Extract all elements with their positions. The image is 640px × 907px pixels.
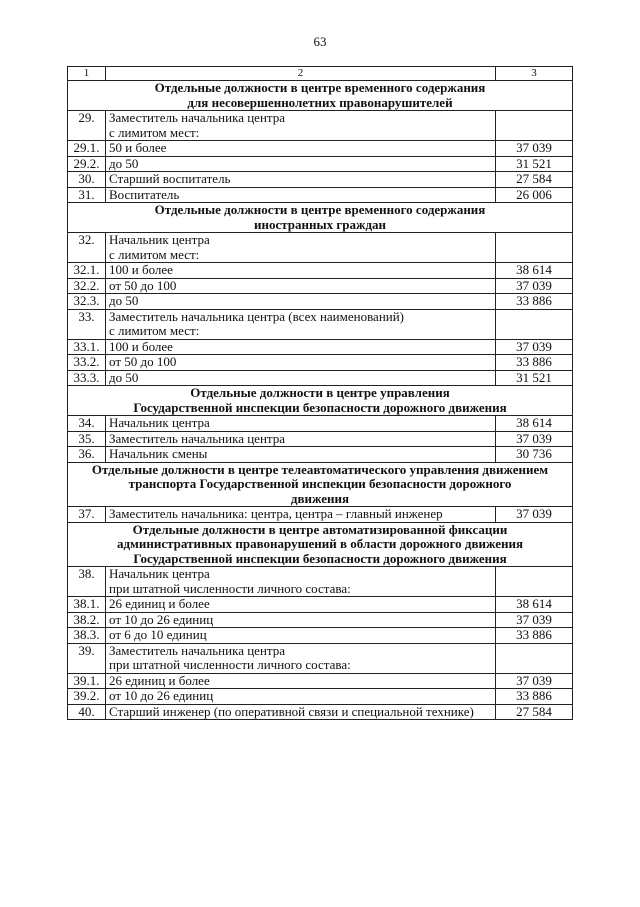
salary-value <box>496 643 573 673</box>
salary-value: 38 614 <box>496 416 573 432</box>
position-title-line: с лимитом мест: <box>109 124 200 140</box>
item-number: 33. <box>68 309 106 339</box>
section-header-row <box>68 462 573 507</box>
position-title-line: Заместитель начальника: центра, центра – главный инженер <box>109 506 443 521</box>
position-title <box>106 689 496 705</box>
column-number-row <box>68 67 573 81</box>
table-row <box>68 507 573 523</box>
salary-value: 37 039 <box>496 278 573 294</box>
table-row <box>68 111 573 141</box>
item-number: 35. <box>68 431 106 447</box>
position-title: Старший инженер (по оперативной связи и специальной технике) <box>106 704 496 720</box>
item-number: 29. <box>68 111 106 141</box>
table-row <box>68 370 573 386</box>
salary-value: 37 039 <box>496 339 573 355</box>
salary-table <box>67 66 573 720</box>
position-title <box>106 339 496 355</box>
table-row <box>68 447 573 463</box>
salary-value: 27 584 <box>496 704 573 720</box>
position-title <box>106 278 496 294</box>
position-title-line: Заместитель начальника центра (всех наименований) <box>109 308 405 324</box>
table-row <box>68 643 573 673</box>
section-title <box>68 203 573 233</box>
item-number: 37. <box>68 507 106 523</box>
section-header-row <box>68 81 573 111</box>
table-row <box>68 339 573 355</box>
section-title-line: иностранных граждан <box>253 216 387 232</box>
salary-value: 37 039 <box>496 141 573 157</box>
position-title-line: 26 единиц и более <box>109 596 210 611</box>
table-row <box>68 673 573 689</box>
position-title <box>106 355 496 371</box>
salary-value: 38 614 <box>496 597 573 613</box>
table-row <box>68 567 573 597</box>
salary-value: 37 039 <box>496 431 573 447</box>
position-title-line: Заместитель начальника центра <box>109 642 286 658</box>
table-row <box>68 309 573 339</box>
table-row <box>68 263 573 279</box>
position-title <box>106 507 496 523</box>
table-row <box>68 172 573 188</box>
section-header-row <box>68 203 573 233</box>
item-number: 29.2. <box>68 156 106 172</box>
position-title-line: при штатной численности личного состава: <box>109 657 351 672</box>
table-row <box>68 704 573 720</box>
position-title <box>106 111 496 141</box>
section-title-line: Государственной инспекции безопасности дорожного движения <box>133 550 507 566</box>
position-title <box>106 447 496 463</box>
item-number: 38.1. <box>68 597 106 613</box>
section-title <box>68 522 573 567</box>
item-number: 30. <box>68 172 106 188</box>
salary-value: 37 039 <box>496 507 573 523</box>
salary-value: 30 736 <box>496 447 573 463</box>
position-title <box>106 172 496 188</box>
table-row <box>68 416 573 432</box>
salary-value: 33 886 <box>496 294 573 310</box>
position-title-line: Воспитатель <box>109 186 180 202</box>
item-number: 33.2. <box>68 355 106 371</box>
table-row <box>68 431 573 447</box>
section-title <box>68 386 573 416</box>
position-title <box>106 156 496 172</box>
position-title <box>106 567 496 597</box>
position-title <box>106 294 496 310</box>
position-title-line: от 10 до 26 единиц <box>109 688 214 703</box>
position-title <box>106 597 496 613</box>
table-row <box>68 294 573 310</box>
position-title <box>106 643 496 673</box>
table-row <box>68 233 573 263</box>
salary-value <box>496 567 573 597</box>
position-title <box>106 141 496 157</box>
column-number-2: 2 <box>106 67 496 81</box>
salary-value <box>496 309 573 339</box>
position-title <box>106 263 496 279</box>
position-title-line: при штатной численности личного состава: <box>109 580 351 596</box>
item-number: 29.1. <box>68 141 106 157</box>
position-title-line: до 50 <box>109 369 139 385</box>
section-title-line: Отдельные должности в центре управления <box>190 385 450 400</box>
salary-value: 33 886 <box>496 355 573 371</box>
table-row <box>68 156 573 172</box>
position-title-line: Старший воспитатель <box>109 171 231 186</box>
salary-value <box>496 111 573 141</box>
table-row <box>68 141 573 157</box>
table-row <box>68 355 573 371</box>
position-title-line: Начальник центра <box>109 232 210 247</box>
position-title-line: Заместитель начальника центра <box>109 110 286 125</box>
position-title-line: Начальник центра <box>109 566 210 581</box>
position-title-line: с лимитом мест: <box>109 323 200 338</box>
item-number: 34. <box>68 416 106 432</box>
table-row <box>68 628 573 644</box>
position-title <box>106 612 496 628</box>
item-number: 31. <box>68 187 106 203</box>
position-title-line: 50 и более <box>109 140 167 155</box>
position-title-line: 26 единиц и более <box>109 672 210 688</box>
position-title-line: Начальник центра <box>109 415 210 430</box>
item-number: 33.3. <box>68 370 106 386</box>
position-title-line: от 50 до 100 <box>109 277 177 293</box>
item-number: 32. <box>68 233 106 263</box>
position-title <box>106 673 496 689</box>
position-title <box>106 309 496 339</box>
position-title-line: 100 и более <box>109 338 173 354</box>
section-title-line: Отдельные должности в центре временного содержания <box>154 80 486 95</box>
column-number-3: 3 <box>496 67 573 81</box>
salary-value: 33 886 <box>496 628 573 644</box>
position-title-line: от 50 до 100 <box>109 354 177 369</box>
position-title <box>106 233 496 263</box>
section-title <box>68 81 573 111</box>
position-title-line: Заместитель начальника центра <box>109 430 286 446</box>
item-number: 36. <box>68 447 106 463</box>
salary-value: 33 886 <box>496 689 573 705</box>
item-number: 39. <box>68 643 106 673</box>
table-row <box>68 187 573 203</box>
position-title-line: с лимитом мест: <box>109 246 200 262</box>
section-header-row <box>68 386 573 416</box>
item-number: 38. <box>68 567 106 597</box>
position-title <box>106 370 496 386</box>
position-title-line: от 6 до 10 единиц <box>109 627 207 642</box>
item-number: 32.1. <box>68 263 106 279</box>
item-number: 40. <box>68 704 106 720</box>
section-title-line: административных правонарушений в области дорожного движения <box>116 536 524 551</box>
item-number: 33.1. <box>68 339 106 355</box>
section-title-line: Государственной инспекции безопасности дорожного движения <box>133 399 507 415</box>
section-title-line: Отдельные должности в центре временного содержания <box>154 202 486 217</box>
salary-value: 38 614 <box>496 263 573 279</box>
item-number: 32.3. <box>68 294 106 310</box>
item-number: 39.2. <box>68 689 106 705</box>
position-title-line: от 10 до 26 единиц <box>109 611 214 627</box>
position-title <box>106 431 496 447</box>
item-number: 38.3. <box>68 628 106 644</box>
salary-value: 27 584 <box>496 172 573 188</box>
page-number: 63 <box>313 34 327 49</box>
section-title <box>68 462 573 507</box>
salary-value: 31 521 <box>496 156 573 172</box>
item-number: 39.1. <box>68 673 106 689</box>
salary-value: 37 039 <box>496 673 573 689</box>
section-header-row <box>68 522 573 567</box>
item-number: 32.2. <box>68 278 106 294</box>
position-title <box>106 187 496 203</box>
table-row <box>68 612 573 628</box>
table-row <box>68 278 573 294</box>
position-title <box>106 416 496 432</box>
position-title <box>106 628 496 644</box>
column-number-1: 1 <box>68 67 106 81</box>
section-title-line: движения <box>290 490 350 506</box>
position-title-line: до 50 <box>109 293 139 308</box>
salary-value: 26 006 <box>496 187 573 203</box>
section-title-line: для несовершеннолетних правонарушителей <box>187 94 453 110</box>
section-title-line: Отдельные должности в центре автоматизированной фиксации <box>132 521 508 537</box>
section-title-line: транспорта Государственной инспекции безопасности дорожного <box>128 476 512 491</box>
position-title-line: Начальник смены <box>109 446 208 461</box>
section-title-line: Отдельные должности в центре телеавтоматического управления движением <box>91 461 549 477</box>
salary-value <box>496 233 573 263</box>
salary-value: 31 521 <box>496 370 573 386</box>
salary-value: 37 039 <box>496 612 573 628</box>
position-title-line: до 50 <box>109 155 139 171</box>
table-body <box>68 67 573 720</box>
item-number: 38.2. <box>68 612 106 628</box>
position-title-line: 100 и более <box>109 262 173 277</box>
table-row <box>68 597 573 613</box>
table-row <box>68 689 573 705</box>
